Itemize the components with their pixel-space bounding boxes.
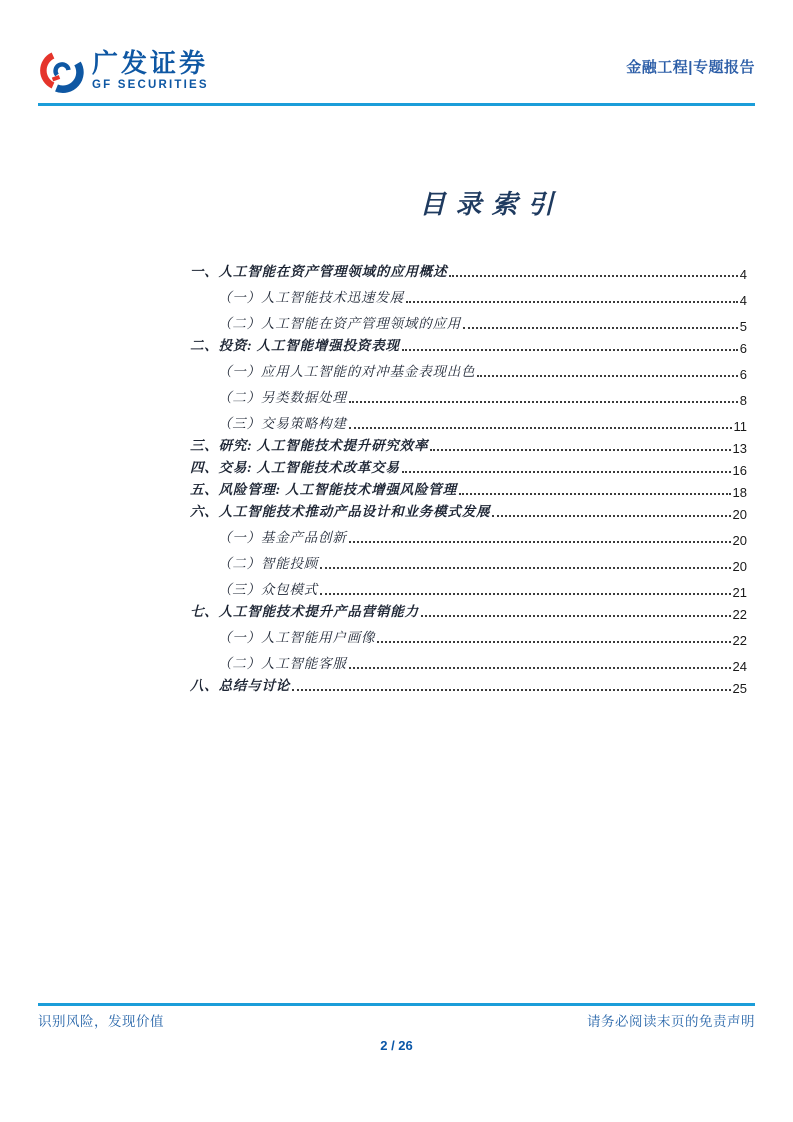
toc-page-number: 22: [732, 607, 747, 622]
toc-page-number: 4: [739, 293, 747, 308]
toc-page-number: 5: [739, 319, 747, 334]
brand-text: [92, 50, 209, 92]
toc-dot-leader: [377, 641, 730, 643]
toc-entry-label: （一）应用人工智能的对冲基金表现出色: [218, 364, 476, 380]
toc-page-number: 8: [739, 393, 747, 408]
toc-entry-label: （二）另类数据处理: [218, 390, 347, 406]
footer-disclaimer-note: 请务必阅读末页的免责声明: [587, 1014, 755, 1029]
toc-entry[interactable]: [190, 406, 747, 432]
toc-entry-label: （三）众包模式: [218, 582, 319, 598]
toc-entry-label: 三、研究: 人工智能技术提升研究效率: [190, 438, 429, 454]
toc-entry[interactable]: [190, 598, 747, 620]
toc-dot-leader: [459, 493, 731, 495]
toc-page-number: 4: [739, 267, 747, 282]
toc-dot-leader: [449, 275, 737, 277]
toc-dot-leader: [402, 471, 731, 473]
toc-dot-leader: [406, 301, 738, 303]
toc-page-number: 22: [732, 633, 747, 648]
toc-dot-leader: [463, 327, 738, 329]
brand-name-en: GF SECURITIES: [92, 79, 209, 92]
toc-entry[interactable]: [190, 520, 747, 546]
toc-dot-leader: [349, 667, 731, 669]
toc-entry-label: 七、人工智能技术提升产品营销能力: [190, 604, 419, 620]
toc-entry[interactable]: [190, 306, 747, 332]
toc-page-number: 13: [732, 441, 747, 456]
brand-name-cn: 广发证券: [92, 48, 209, 79]
toc-entry-label: 一、人工智能在资产管理领域的应用概述: [190, 264, 448, 280]
toc-entry[interactable]: [190, 498, 747, 520]
toc-page-number: 11: [733, 419, 747, 434]
toc-entry-label: （二）人工智能客服: [218, 656, 347, 672]
footer-page-number: 2 / 26: [380, 1038, 413, 1053]
toc-entry-label: 四、交易: 人工智能技术改革交易: [190, 460, 400, 476]
toc-page-number: 24: [732, 659, 747, 674]
toc-entry[interactable]: [190, 620, 747, 646]
toc-entry-label: （一）人工智能技术迅速发展: [218, 290, 404, 306]
toc-dot-leader: [292, 689, 730, 691]
toc-entry[interactable]: [190, 546, 747, 572]
toc-dot-leader: [430, 449, 730, 451]
toc-entry-label: （一）基金产品创新: [218, 530, 347, 546]
toc-entry-label: （二）智能投顾: [218, 556, 319, 572]
toc-page-number: 6: [739, 341, 747, 356]
toc-dot-leader: [421, 615, 731, 617]
toc-entry[interactable]: [190, 672, 747, 694]
toc-entry[interactable]: [190, 380, 747, 406]
toc-dot-leader: [349, 401, 738, 403]
toc-entry[interactable]: [190, 432, 747, 454]
toc-dot-leader: [320, 593, 730, 595]
toc-entry[interactable]: [190, 476, 747, 498]
toc-dot-leader: [477, 375, 737, 377]
toc-entry[interactable]: [190, 646, 747, 672]
toc-page-number: 18: [732, 485, 747, 500]
toc-entry[interactable]: [190, 454, 747, 476]
header-category: 金融工程: [626, 59, 689, 76]
toc-entry-label: （二）人工智能在资产管理领域的应用: [218, 316, 462, 332]
toc-entry-label: 五、风险管理: 人工智能技术增强风险管理: [190, 482, 457, 498]
toc-entry-label: 二、投资: 人工智能增强投资表现: [190, 338, 400, 354]
toc-entry-label: （一）人工智能用户画像: [218, 630, 376, 646]
toc-entry[interactable]: [190, 572, 747, 598]
header-rule: [38, 103, 755, 106]
toc-entry-label: （三）交易策略构建: [218, 416, 347, 432]
toc-entry-label: 八、总结与讨论: [190, 678, 291, 694]
toc-dot-leader: [402, 349, 738, 351]
toc-page-number: 20: [732, 559, 747, 574]
toc-page-number: 20: [732, 507, 747, 522]
toc-dot-leader: [349, 427, 732, 429]
toc-entry[interactable]: [190, 258, 747, 280]
footer-risk-note: 识别风险，发现价值: [38, 1014, 164, 1029]
toc-entry[interactable]: [190, 280, 747, 306]
toc-dot-leader: [320, 567, 730, 569]
toc-page-number: 25: [732, 681, 747, 696]
toc-entry[interactable]: [190, 354, 747, 380]
toc-page-number: 20: [732, 533, 747, 548]
toc-entry-label: 六、人工智能技术推动产品设计和业务模式发展: [190, 504, 491, 520]
page-header: [38, 48, 755, 98]
toc-page-number: 6: [739, 367, 747, 382]
toc-page-number: 16: [732, 463, 747, 478]
header-report-type: 专题报告: [692, 59, 755, 76]
gf-logo-icon: [38, 48, 84, 94]
page-title: 目录索引: [419, 190, 564, 219]
toc-dot-leader: [349, 541, 731, 543]
header-divider: |: [688, 59, 693, 76]
toc-list: [190, 258, 747, 694]
footer-rule: [38, 1003, 755, 1006]
toc-entry[interactable]: [190, 332, 747, 354]
report-type-label: [626, 56, 755, 77]
toc-dot-leader: [492, 515, 730, 517]
toc-page-number: 21: [732, 585, 747, 600]
